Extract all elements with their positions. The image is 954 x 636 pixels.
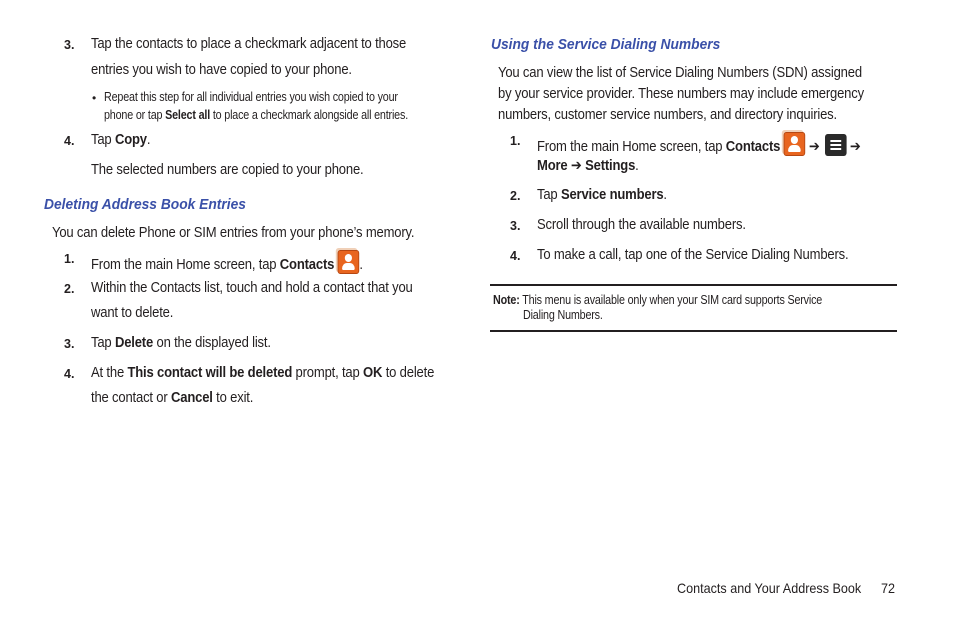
footer-section-title: Contacts and Your Address Book (677, 580, 862, 596)
step-number: 2. (510, 189, 521, 203)
intro-text: numbers, customer service numbers, and directory inquiries. (498, 107, 837, 123)
step-text: the contact or Cancel to exit. (91, 390, 254, 406)
service-numbers-label: Service numbers (560, 187, 664, 203)
bullet-text: phone or tap Select all to place a checkmark alongside all entries. (104, 108, 409, 122)
note-label: Note: (493, 293, 520, 307)
cancel-label: Cancel (171, 390, 213, 406)
section-heading: Using the Service Dialing Numbers (491, 36, 721, 53)
step-number: 4. (510, 249, 521, 263)
step-number: 2. (64, 282, 75, 296)
step-number: 4. (64, 134, 75, 148)
step-text: More ➔ Settings. (537, 158, 639, 174)
step-text: To make a call, tap one of the Service Dialing Numbers. (537, 247, 849, 263)
contacts-icon (338, 250, 360, 274)
bullet-mark: • (92, 91, 97, 105)
step-number: 4. (64, 367, 75, 381)
select-all-label: Select all (165, 108, 211, 122)
step-number: 3. (64, 337, 75, 351)
step-number: 1. (510, 134, 521, 148)
step-text: want to delete. (91, 305, 174, 321)
page-number: 72 (881, 580, 896, 596)
step-number: 3. (510, 219, 521, 233)
menu-icon (825, 134, 847, 156)
step-number: 3. (64, 38, 75, 52)
delete-label: Delete (114, 335, 154, 351)
step-text: From the main Home screen, tap Contacts ➔ ➔ (537, 132, 861, 156)
copy-label: Copy (114, 132, 147, 148)
step-text: Tap Delete on the displayed list. (91, 335, 271, 351)
contacts-label: Contacts (279, 257, 335, 273)
more-settings-label: More ➔ Settings (537, 158, 636, 174)
note-top-rule (490, 284, 897, 286)
step-text: entries you wish to have copied to your phone. (91, 62, 352, 78)
step-text: At the This contact will be deleted prompt, tap OK to delete (91, 365, 435, 381)
step-text: Tap Service numbers. (537, 187, 667, 203)
step-text: From the main Home screen, tap Contacts . (91, 250, 363, 274)
intro-text: You can delete Phone or SIM entries from your phone’s memory. (52, 225, 415, 241)
note-text: Note: This menu is available only when your SIM card supports Service (493, 293, 823, 307)
contacts-icon (784, 132, 806, 156)
note-text: Dialing Numbers. (523, 308, 603, 322)
step-text: Tap Copy. (91, 132, 151, 148)
arrow-icon: ➔ (808, 139, 820, 155)
contacts-label: Contacts (725, 139, 781, 155)
step-number: 1. (64, 252, 75, 266)
result-text: The selected numbers are copied to your phone. (91, 162, 364, 178)
note-bottom-rule (490, 330, 897, 332)
section-heading: Deleting Address Book Entries (44, 196, 246, 213)
intro-text: You can view the list of Service Dialing Numbers (SDN) assigned (498, 65, 862, 81)
ok-label: OK (363, 365, 383, 381)
step-text: Within the Contacts list, touch and hold a contact that you (91, 280, 413, 296)
step-text: Tap the contacts to place a checkmark adjacent to those (91, 36, 407, 52)
bullet-text: Repeat this step for all individual entries you wish copied to your (104, 90, 398, 104)
intro-text: by your service provider. These numbers may include emergency (498, 86, 864, 102)
step-text: Scroll through the available numbers. (537, 217, 746, 233)
prompt-label: This contact will be deleted (127, 365, 293, 381)
arrow-icon: ➔ (849, 139, 861, 155)
